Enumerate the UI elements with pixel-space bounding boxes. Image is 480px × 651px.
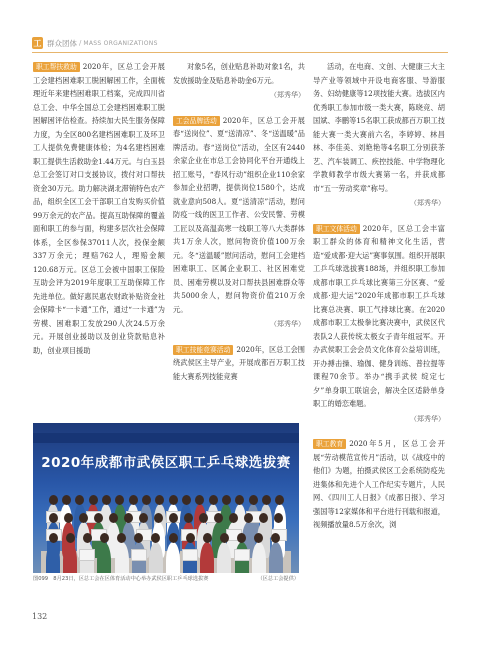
photo-person-head (235, 495, 244, 505)
section-tag: 职工帮扶救助 (33, 62, 80, 72)
photo-person-head (209, 495, 218, 505)
photo-person (149, 542, 163, 573)
section-tag: 职工技能竞赛活动 (173, 345, 233, 355)
photo-person-head (182, 495, 191, 505)
section-tag: 职工文体活动 (313, 224, 360, 234)
photo-person-head (262, 495, 271, 505)
photo-person-head (83, 533, 92, 543)
banner-strip (33, 433, 299, 443)
photo-person-head (109, 513, 118, 523)
photo-person-head (66, 533, 75, 543)
author-signature: （郑秀华） (270, 91, 305, 99)
photo-person (46, 542, 60, 573)
section-title-cn: 群众团体 (47, 38, 77, 48)
photo-person (115, 542, 129, 573)
photo-person (63, 542, 77, 573)
photo-person-head (49, 495, 58, 505)
photo-person-head (222, 495, 231, 505)
header-separator: / (79, 39, 82, 47)
section-logo-icon: 工 (33, 38, 42, 48)
paragraph-text: 2020年，区总工会围绕武侯区主导产业，开展成都百万职工技能大赛系列技能竞赛 (173, 344, 305, 381)
photo-held-sign (182, 549, 198, 561)
photo-person-head (89, 495, 98, 505)
column-2 (173, 60, 305, 383)
author-signature: （郑秀华） (270, 320, 305, 328)
caption-text: 图099 8月23日，区总工会在区体育活动中心举办武侯区职工乒乓球选拔赛 (33, 576, 209, 582)
column-1 (33, 60, 165, 357)
paragraph-text: 2020年，区总工会丰富职工群众的体育和精神文化生活，营造“爱成都·迎大运”赛事氛围。组织开展职工乒乓球选拔赛188场，并组织职工参加成都市职工乒乓球比赛第三分区赛、“爱成都·迎大运”2020年成都市职工乒乓球比赛总决赛、职工气排球比赛。在2020成都市职工太极拳比赛决赛中，武侯区代表队2人获传统太极女子青年组冠军。开办武侯职工会会员文化体育公益培训班，开办搏击操、瑜伽、健身训练、普拉提等课程70余节。举办“携手武侯 绽定七夕”单身职工联谊会，解决全区适龄单身职工的婚恋难题。 (313, 223, 445, 408)
photo-held-sign (131, 549, 147, 561)
paragraph-culture-sports (313, 222, 445, 411)
photo-person (252, 542, 266, 573)
photo-held-sign (234, 549, 250, 561)
photo-person-head (229, 513, 238, 523)
photo-banner-title: 2020年成都市武侯区职工乒乓球选拔赛 (41, 455, 291, 471)
author-signature: （郑秀华） (410, 414, 445, 423)
photo-person-head (184, 513, 193, 523)
author-signature: （郑秀华） (410, 199, 445, 207)
paragraph-text: 2020年，区总工会开展工会建档困难职工脱困解困工作，全面梳理近年来建档困难职工档案，完成四川省总工会、中华全国总工会建档困难职工脱困解困评估检查。持续加大民生服务保障力度，为全区800名建档困难职工及环卫工人提供免费健康体检；为4名建档困难职工提供生活救助金1.44万元。与白玉县总工会签订对口支援协议，拨付对口帮扶资金30万元。助力解决湖北滞销特色农产品，组织全区工会干部职工自发购买价值99万余元的农产品。提高互助保障的覆盖面和职工的参与面，构建多层次社会保障体系，全区参保37011人次，投保金额337万余元；理赔762人，理赔金额120.68万元。区总工会被中国职工保险互助会评为2019年度职工互助保障工作先进单位。做好惠民惠农财政补贴资金社会保障卡“一卡通”工作，通过“一卡通”为劳模、困难职工发放290人次24.5万余元。开展创业援助以及创业贷款贴息补助，创业项目援助 (33, 62, 165, 355)
photo-person-head (79, 513, 88, 523)
photo-caption (33, 575, 299, 582)
photo-person-head (49, 513, 58, 523)
photo-person-head (115, 495, 124, 505)
photo-person-head (64, 513, 73, 523)
photo-person-head (117, 533, 126, 543)
photo-held-sign (79, 549, 95, 561)
column-3 (313, 60, 445, 532)
photo-person-head (169, 513, 178, 523)
caption-credit: （区总工会提供） (257, 576, 299, 582)
paragraph-brand-activities (173, 114, 305, 317)
section-title-en: MASS ORGANIZATIONS (83, 39, 158, 47)
photo-person-head (244, 513, 253, 523)
photo-person-head (100, 533, 109, 543)
photo-person-head (259, 513, 268, 523)
photo-person-head (94, 513, 103, 523)
section-tag: 职工教育 (313, 439, 346, 449)
photo-person-head (199, 513, 208, 523)
photo-person-head (195, 495, 204, 505)
paragraph-worker-education (313, 437, 445, 532)
photo-person-head (142, 495, 151, 505)
header-divider (32, 52, 448, 53)
photo-person-head (49, 533, 58, 543)
photo-person-head (214, 513, 223, 523)
group-photo (33, 423, 299, 573)
photo-person-head (237, 533, 246, 543)
paragraph-continuation: 对象5名，创业贴息补助对象1名，共发放援助金及贴息补助金6万元。 (173, 62, 305, 85)
photo-person-head (249, 495, 258, 505)
photo-person-head (275, 495, 284, 505)
photo-person (269, 542, 283, 573)
page-number: 132 (32, 612, 48, 621)
photo-person-head (274, 513, 283, 523)
paragraph-continuation: 活动，在电商、文创、大健康三大主导产业等领域中开设电商客服、导游服务、妇幼健康等12项技能大赛。选拔区内优秀职工参加市级一类大赛，陈晓竞、胡国斌、李鹏等15名职工获成都百万职工技能大赛一类大赛前六名，李婷婷、林昌林、李佳美、刘艳艳等4名职工分别获茶艺、汽车装调工、疾控技能、中学物理化学教师教学市级大赛第一名，并获成都市“五一劳动奖章”称号。 (313, 62, 445, 193)
photo-person-head (169, 533, 178, 543)
photo-people-group (41, 493, 291, 573)
photo-person-head (155, 495, 164, 505)
photo-person-head (154, 513, 163, 523)
paragraph-text: 2020年5月，区总工会开展“劳动模范宣传月”活动，以《战疫中的他们》为题，拍摄武侯区工会系统防疫先进集体和先进个人工作纪实专题片，人民网、《四川工人日报》《成都日报》、学习强国等12家媒体和平台进行刊载和报道，视频播放量8.5万余次，浏 (313, 439, 445, 529)
photo-person-head (129, 495, 138, 505)
page-header (32, 36, 158, 50)
photo-person (166, 542, 180, 573)
photo-person-head (62, 495, 71, 505)
photo-person-head (124, 513, 133, 523)
photo-person-head (102, 495, 111, 505)
paragraph-worker-assistance (33, 60, 165, 357)
photo-person-head (75, 495, 84, 505)
photo-person-head (139, 513, 148, 523)
photo-person-head (169, 495, 178, 505)
photo-person-head (220, 533, 229, 543)
section-tag: 工会品牌活动 (173, 116, 220, 126)
paragraph-text: 2020年，区总工会开展春“送岗位”、夏“送清凉”、冬“送温暖”品牌活动。春“送岗位”活动，全区有2440余家企业在市总工会协同化平台开通线上招工账号，“春风行动”组织企业110余家参加企业招聘，提供岗位1580个，达成就业意向508人。夏“送清凉”活动，慰问防疫一线的医卫工作者、公安民警、劳模工匠以及高温高寒一线职工等八大类群体共1万余人次，慰问物资价值100万余元。冬“送温暖”慰问活动，慰问工会建档困难职工、区属企业职工、社区困难党员、困难劳模以及对口帮扶县困难群众等共5000余人，慰问物资价值210万余元。 (173, 115, 305, 314)
paragraph-skills-competition (173, 343, 305, 384)
photo-person-head (203, 533, 212, 543)
photo-person-head (186, 533, 195, 543)
